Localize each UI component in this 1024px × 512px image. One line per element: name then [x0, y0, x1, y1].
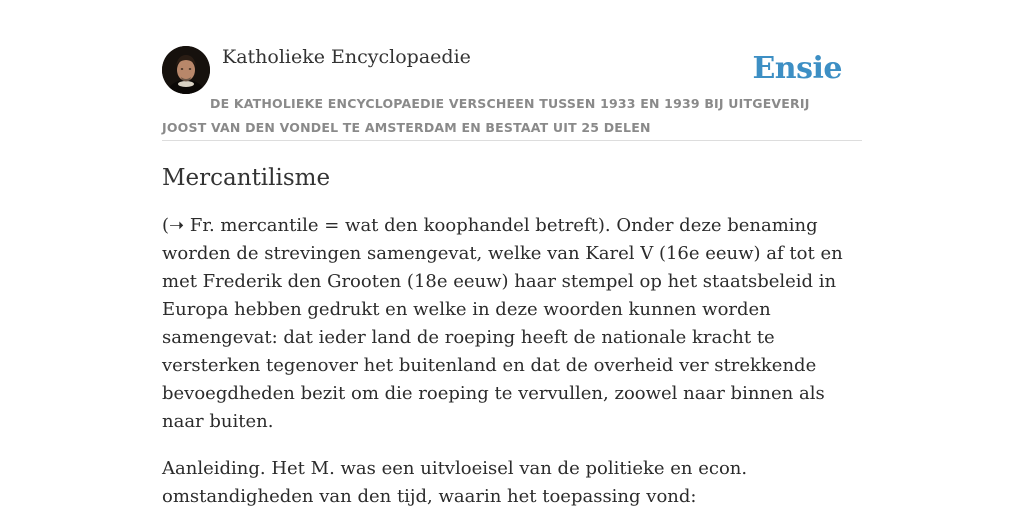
brand-logo-link[interactable]: Ensie — [752, 51, 842, 86]
site-header — [162, 44, 862, 141]
article — [162, 160, 866, 512]
article-paragraph: Aanleiding. Het M. was een uitvloeisel van de politieke en econ. omstandigheden van den tijd, waarin het toepassing vond: — [162, 458, 748, 507]
site-subtitle: DE KATHOLIEKE ENCYCLOPAEDIE VERSCHEEN TUSSEN 1933 EN 1939 BIJ UITGEVERIJ JOOST VAN DEN VONDEL TE AMSTERDAM EN BESTAAT UIT 25 DELEN — [162, 96, 810, 135]
portrait-icon[interactable] — [162, 46, 210, 94]
site-title[interactable]: Katholieke Encyclopaedie — [222, 46, 471, 68]
article-paragraph: (➝ Fr. mercantile = wat den koophandel betreft). Onder deze benaming worden de strevingen samengevat, welke van Karel V (16e eeuw) af tot en met Frederik den Grooten (18e eeuw) haar stempel op het staatsbeleid in Europa hebben gedrukt en welke in deze woorden kunnen worden samengevat: dat ieder land de roeping heeft de nationale kracht te versterken tegenover het buitenland en dat de overheid ver strekkende bevoegdheden bezit om die roeping te vervullen, zoowel naar binnen als naar buiten. — [162, 215, 843, 432]
article-title: Mercantilisme — [162, 165, 331, 191]
